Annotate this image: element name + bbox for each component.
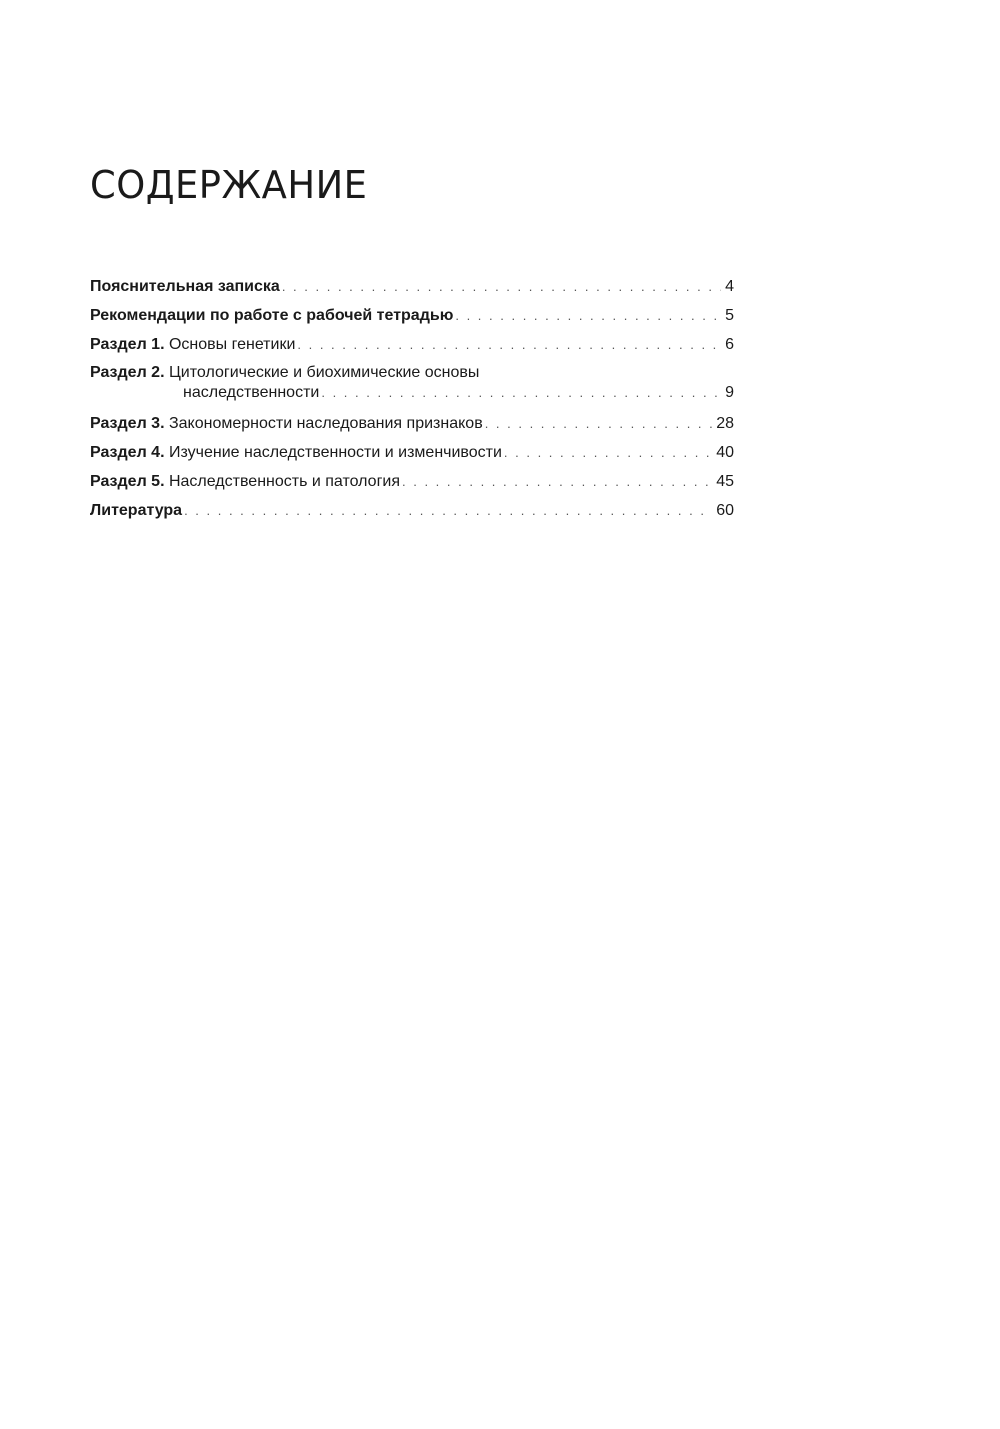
toc-section-name-continued: наследственности bbox=[183, 384, 320, 401]
toc-section-name: Цитологические и биохимические основы bbox=[168, 364, 480, 381]
toc-page-number: 5 bbox=[725, 307, 734, 324]
toc-page-number: 28 bbox=[716, 415, 734, 432]
toc-section-number: Раздел 4. bbox=[90, 444, 165, 461]
toc-page-number: 6 bbox=[725, 336, 734, 353]
toc-page-number: 4 bbox=[725, 278, 734, 295]
toc-page-number: 40 bbox=[716, 444, 734, 461]
toc-section-name: Закономерности наследования признаков bbox=[168, 415, 483, 432]
dot-leader bbox=[282, 272, 721, 301]
toc-entry-label: Рекомендации по работе с рабочей тетрадью bbox=[90, 307, 454, 324]
page-title: СОДЕРЖАНИЕ bbox=[90, 163, 368, 207]
toc-entry-section-4[interactable] bbox=[90, 438, 734, 467]
toc-entry-recommendations[interactable] bbox=[90, 301, 734, 330]
toc-entry-label: Пояснительная записка bbox=[90, 278, 280, 295]
toc-page-number: 60 bbox=[716, 502, 734, 519]
dot-leader bbox=[504, 438, 712, 467]
toc-page-number: 9 bbox=[725, 384, 734, 401]
toc-entry-label: Литература bbox=[90, 502, 183, 519]
toc-section-name: Основы генетики bbox=[168, 336, 296, 353]
toc-section-name: Наследственность и патология bbox=[168, 473, 401, 490]
toc-entry-section-3[interactable] bbox=[90, 409, 734, 438]
dot-leader bbox=[455, 301, 721, 330]
table-of-contents bbox=[90, 272, 734, 525]
toc-entry-section-5[interactable] bbox=[90, 467, 734, 496]
dot-leader bbox=[485, 409, 713, 438]
toc-entry-section-1[interactable] bbox=[90, 330, 734, 359]
toc-section-number: Раздел 1. bbox=[90, 336, 165, 353]
dot-leader bbox=[297, 330, 721, 359]
toc-section-number: Раздел 2. bbox=[90, 364, 165, 381]
toc-page-number: 45 bbox=[716, 473, 734, 490]
toc-section-number: Раздел 3. bbox=[90, 415, 165, 432]
toc-section-number: Раздел 5. bbox=[90, 473, 165, 490]
toc-section-name: Изучение наследственности и изменчивости bbox=[168, 444, 502, 461]
dot-leader bbox=[402, 467, 712, 496]
toc-entry-literature[interactable] bbox=[90, 496, 734, 525]
dot-leader bbox=[321, 383, 721, 403]
toc-entry-explanatory-note[interactable] bbox=[90, 272, 734, 301]
toc-entry-section-2[interactable] bbox=[90, 359, 734, 409]
dot-leader bbox=[184, 496, 712, 525]
